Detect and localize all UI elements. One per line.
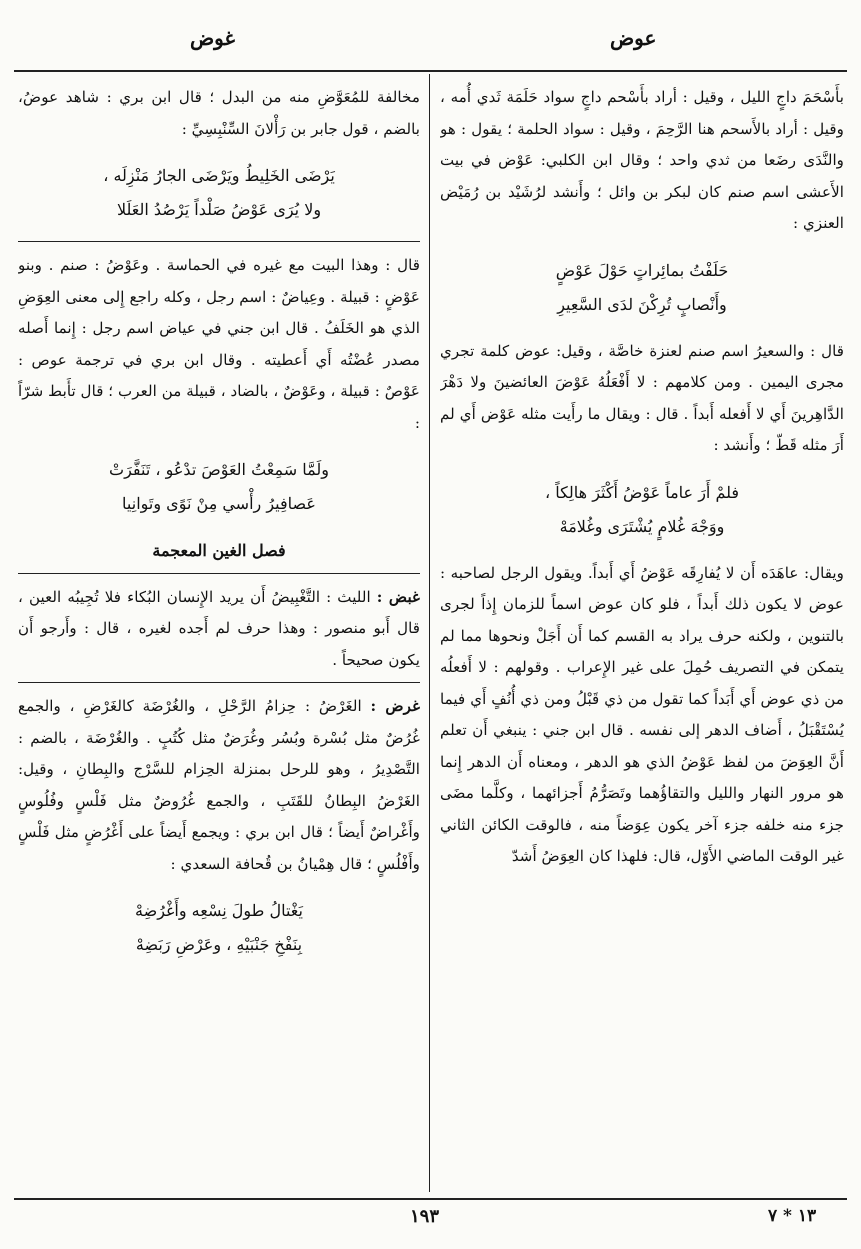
entry-ghbd (18, 582, 420, 677)
verse-line: فلمْ أَرَ عاماً عَوْضُ أَكْثَرَ هالِكاً ، (544, 482, 740, 502)
left-verse-1 (18, 159, 420, 227)
verse-line: عَصافِيرُ رأْسي مِنْ نَوًى وتَوانِيا (122, 494, 316, 513)
right-paragraph-3: ويقال: عاهَدَه أَن لا يُفارِقَه عَوْضُ أَي أَبداً. ويقول الرجل لصاحبه : عوض لا يكون ذلك أَبداً ، فلو كان عوض اسماً للزمان إِذاً لجرى بالتنوين ، ولكنه حرف يراد به القسم كما أَن أَجَلْ ونحوها مما لم يتمكن في التصريف حُمِلَ على غير الإِعراب . وقولهم : لا أَفعلُه من ذي عوض أَي أَبَداً كما تقول من ذي قَبْلُ ومن ذي أُنُفٍ أَي فيما يُسْتَقْبَلُ ، أَضاف الدهر إلى نفسه . قال ابن جني : ينبغي أَن تعلم أَنَّ العِوَضَ من لفظ عَوْضُ الذي هو الدهر ، ومعناه أَن الدهر إِنما هو مرور النهار والليل والتقاؤُهما وتَصَرُّمُ أَجزائهما ، وكلَّما مضَى جزء منه خلفه جزء آخر يكون عِوَضاً منه ، فالوقت الكائن الثاني غير الوقت الماضي الأَوّل، قال: فلهذا كان العِوَضُ أَشدّ (440, 563, 844, 865)
verse-line: حَلَفْتُ بمائِراتٍ حَوْلَ عَوْضٍ (555, 260, 729, 280)
section-title: فصل الغين المعجمة (152, 541, 286, 560)
right-column (440, 82, 844, 1192)
left-verse-2 (18, 453, 420, 521)
entry-body: الليث : التَّغْبِيضُ أَن يريد الإِنسان البُكاء فلا تُجِيبُه العين ، قال أَبو منصور : وهذا حرف لم أَجده لغيره ، قال : وأَرجو أَن يكون صحيحاً . (18, 587, 420, 669)
right-paragraph-1: بأَسْحَمَ داجٍ الليل ، وقيل : أراد بأَسْحم داجٍ سواد حَلَمَة ثَدي أُمه ، وقيل : أراد بالأَسحم هنا الرَّحِمَ ، وقيل : سواد الحلمة ؛ يقول : هو والنَّدَى رضَعا من ثدي واحد ؛ وقال ابن الكلبي: عَوْض في بيت الأَعشى اسم صنم كان لبكر بن وائل ؛ وأَنشد لرُشَيْد بن رُمَيْض العنزي : (440, 88, 844, 232)
top-rule (14, 70, 847, 72)
column-divider (429, 74, 430, 1192)
left-verse-3 (18, 894, 420, 962)
left-column (18, 82, 420, 1192)
header-left-word: غوض (190, 26, 235, 50)
printer-signature: ١٣ * ٧ (768, 1206, 817, 1226)
verse-line: ولا يُرَى عَوْضُ صَلْداً يَرْصُدُ العَلَلا (116, 200, 322, 219)
left-paragraph-1: مخالفة للمُعَوَّضِ منه من البدل ؛ قال ابن بري : شاهد عوضُ، بالضم ، قول جابر بن رَأْلانَ السِّنْبِسِيِّ : (18, 88, 420, 138)
entry-headword: غرض : (370, 697, 420, 715)
header-right-word: عوض (610, 26, 657, 50)
left-paragraph-2: قال : وهذا البيت مع غيره في الحماسة . وعَوْضُ : صنم . وبنو عَوْضٍ : قبيلة . وعِياضٌ : اسم رجل ، وكله راجع إِلى معنى العِوَضِ الذي هو الخَلَفُ . قال ابن جني في عياض اسم رجل : إِنما أَصله مصدر عُضْتُه أَي أَعطيته . وقال ابن بري في ترجمة عوص : عَوْصٌ : قبيلة ، وعَوْضٌ ، بالضاد ، قبيلة من العرب ؛ قال تأَبط شرّاً : (18, 256, 420, 432)
section-separator (18, 682, 420, 683)
entry-body: الغَرْضُ : حِزامُ الرَّحْلِ ، والغُرْضَة كالغَرْضِ ، والجمع غُرُضٌ مثل بُسْرة وبُسُر وغُرَضٌ مثل كُتُبٍ . والغُرْضَة ، بالضم : التَّصْدِيرُ ، وهو للرحل بمنزلة الحِزام للسَّرْج والبِطانِ ، وقيل: الغَرْضُ البِطانُ للقَتَبِ ، والجمع غُرُوضٌ مثل فَلْسٍ وفُلُوسٍ وأَغْراضٌ أَيضاً ؛ قال ابن بري : ويجمع أَيضاً على أَغْرُضٍ مثل فَلْسٍ وأَفْلُسٍ ؛ قال هِمْيانُ بن قُحافة السعدي : (18, 697, 420, 873)
entry-ghrd (18, 691, 420, 880)
page-number: ١٩٣ (410, 1206, 440, 1227)
section-separator (18, 573, 420, 574)
verse-line: يَغْتالُ طولَ نِسْعِه وأَغْرُضِهْ (135, 901, 303, 920)
right-verse-2 (440, 476, 844, 544)
right-paragraph-2: قال : والسعيرُ اسم صنم لعنزة خاصَّة ، وقيل: عوض كلمة تجري مجرى اليمين . ومن كلامهم : لا أَفْعَلُهُ عَوْضَ العائضينَ ولا دَهْرَ الدَّاهِرينَ أَي لا أَفعله أَبداً . قال : ويقال ما رأَيت مثله عَوْض أَي لم أَرَ مثله قَطّ ؛ وأَنشد : (440, 341, 844, 454)
verse-line: وأَنْصابٍ تُرِكْنَ لدَى السَّعِيرِ (557, 294, 727, 314)
bottom-rule (14, 1198, 847, 1200)
entry-headword: غبض : (376, 587, 420, 606)
verse-line: بِنَفْخِ جَنْبَيْهِ ، وعَرْضِ رَبَضِهْ (135, 935, 303, 954)
section-separator (18, 241, 420, 242)
right-verse-1 (440, 254, 844, 322)
verse-line: ولَمَّا سَمِعْتُ العَوْصَ تدْعُو ، تَنَفَّرَتْ (109, 460, 329, 479)
verse-line: يَرْضَى الخَلِيطُ ويَرْضَى الجارُ مَنْزِلَه ، (103, 166, 335, 185)
verse-line: ووَجْهَ غُلامٍ يُشْتَرَى وغُلامَهْ (559, 516, 725, 536)
